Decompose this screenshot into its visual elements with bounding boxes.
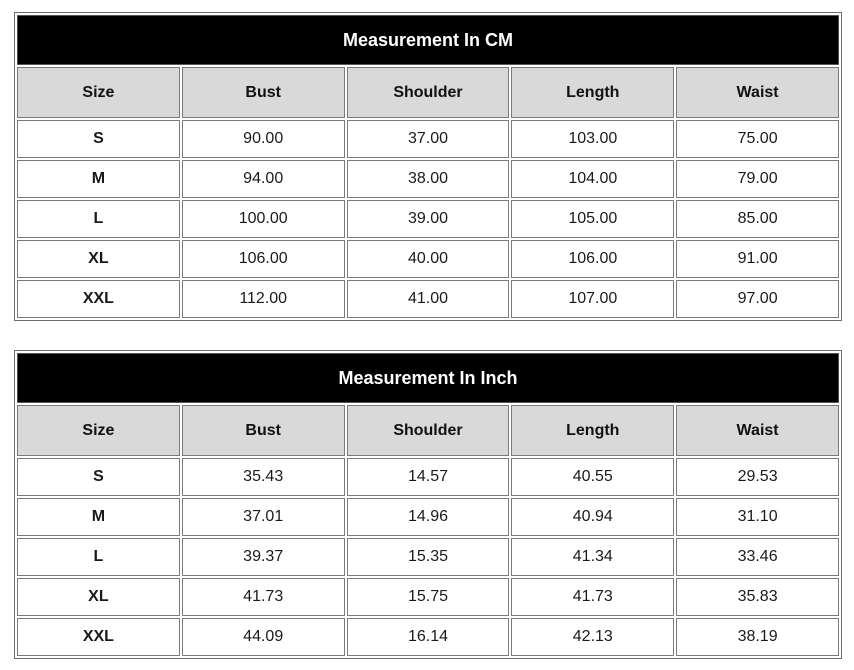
bust-cell: 41.73	[182, 578, 345, 616]
size-cell: M	[17, 160, 180, 198]
size-cell: M	[17, 498, 180, 536]
waist-cell: 91.00	[676, 240, 839, 278]
size-cell: S	[17, 120, 180, 158]
column-header-bust: Bust	[182, 405, 345, 456]
waist-cell: 85.00	[676, 200, 839, 238]
shoulder-cell: 15.35	[347, 538, 510, 576]
length-cell: 40.94	[511, 498, 674, 536]
size-cell: XXL	[17, 618, 180, 656]
column-header-bust: Bust	[182, 67, 345, 118]
column-header-size: Size	[17, 67, 180, 118]
table-row	[17, 240, 839, 278]
length-cell: 42.13	[511, 618, 674, 656]
size-cell: XL	[17, 240, 180, 278]
table-row	[17, 578, 839, 616]
table-row	[17, 538, 839, 576]
bust-cell: 35.43	[182, 458, 345, 496]
shoulder-cell: 41.00	[347, 280, 510, 318]
column-header-length: Length	[511, 67, 674, 118]
title-row	[17, 15, 839, 65]
shoulder-cell: 14.57	[347, 458, 510, 496]
waist-cell: 38.19	[676, 618, 839, 656]
table-row	[17, 160, 839, 198]
shoulder-cell: 16.14	[347, 618, 510, 656]
shoulder-cell: 38.00	[347, 160, 510, 198]
waist-cell: 79.00	[676, 160, 839, 198]
bust-cell: 106.00	[182, 240, 345, 278]
length-cell: 41.73	[511, 578, 674, 616]
length-cell: 40.55	[511, 458, 674, 496]
length-cell: 104.00	[511, 160, 674, 198]
length-cell: 105.00	[511, 200, 674, 238]
column-header-waist: Waist	[676, 67, 839, 118]
column-header-shoulder: Shoulder	[347, 405, 510, 456]
shoulder-cell: 14.96	[347, 498, 510, 536]
column-header-shoulder: Shoulder	[347, 67, 510, 118]
table-row	[17, 280, 839, 318]
waist-cell: 29.53	[676, 458, 839, 496]
waist-cell: 75.00	[676, 120, 839, 158]
table-row	[17, 618, 839, 656]
length-cell: 41.34	[511, 538, 674, 576]
table-row	[17, 200, 839, 238]
title-row	[17, 353, 839, 403]
waist-cell: 97.00	[676, 280, 839, 318]
waist-cell: 33.46	[676, 538, 839, 576]
length-cell: 106.00	[511, 240, 674, 278]
header-row	[17, 67, 839, 118]
size-cell: XXL	[17, 280, 180, 318]
length-cell: 107.00	[511, 280, 674, 318]
column-header-length: Length	[511, 405, 674, 456]
bust-cell: 112.00	[182, 280, 345, 318]
table-title: Measurement In CM	[17, 15, 839, 65]
size-chart-inch-table	[14, 350, 842, 659]
header-row	[17, 405, 839, 456]
size-chart-cm-table	[14, 12, 842, 321]
size-cell: L	[17, 200, 180, 238]
size-cell: XL	[17, 578, 180, 616]
size-cell: L	[17, 538, 180, 576]
table-row	[17, 458, 839, 496]
waist-cell: 35.83	[676, 578, 839, 616]
shoulder-cell: 40.00	[347, 240, 510, 278]
bust-cell: 39.37	[182, 538, 345, 576]
table-row	[17, 498, 839, 536]
column-header-waist: Waist	[676, 405, 839, 456]
column-header-size: Size	[17, 405, 180, 456]
shoulder-cell: 39.00	[347, 200, 510, 238]
waist-cell: 31.10	[676, 498, 839, 536]
table-title: Measurement In Inch	[17, 353, 839, 403]
bust-cell: 37.01	[182, 498, 345, 536]
table-row	[17, 120, 839, 158]
shoulder-cell: 15.75	[347, 578, 510, 616]
bust-cell: 100.00	[182, 200, 345, 238]
length-cell: 103.00	[511, 120, 674, 158]
bust-cell: 90.00	[182, 120, 345, 158]
shoulder-cell: 37.00	[347, 120, 510, 158]
size-cell: S	[17, 458, 180, 496]
bust-cell: 44.09	[182, 618, 345, 656]
bust-cell: 94.00	[182, 160, 345, 198]
